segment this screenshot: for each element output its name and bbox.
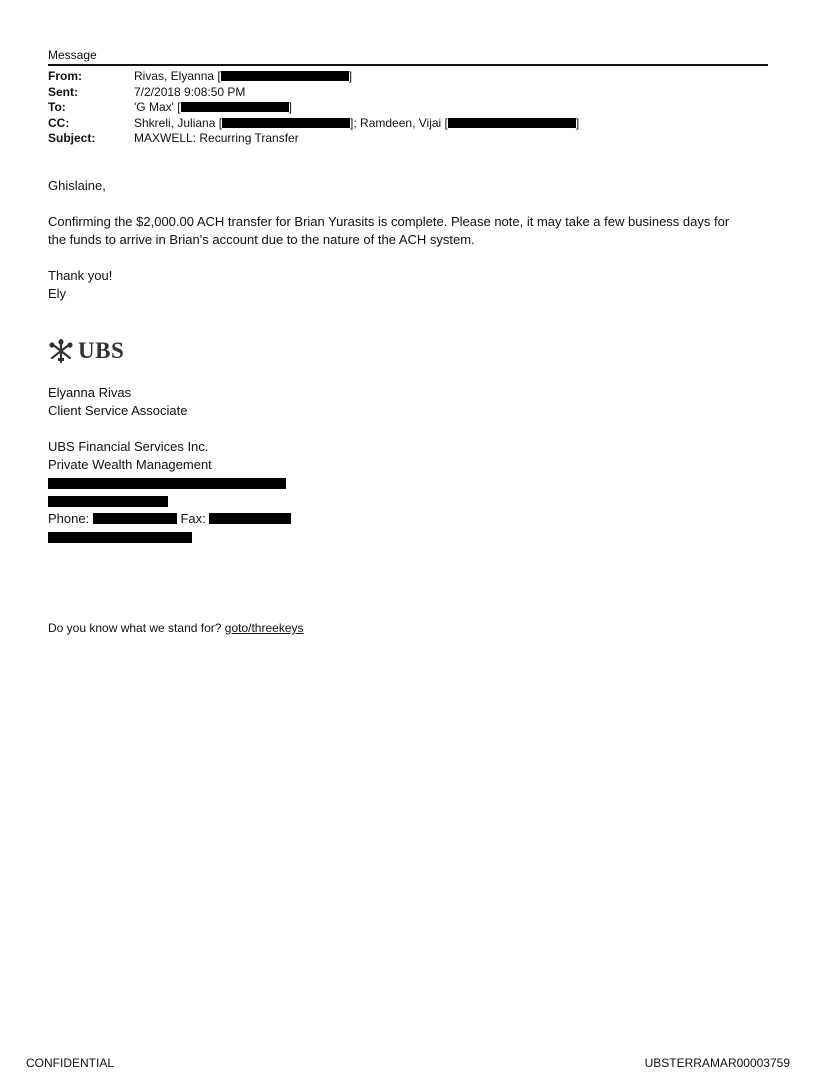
ubs-keys-icon [48, 338, 74, 364]
footer-confidential: CONFIDENTIAL [26, 1056, 115, 1070]
to-row [48, 100, 579, 116]
division-name: Private Wealth Management [48, 457, 212, 472]
redacted-address-line-2 [48, 496, 168, 507]
thanks-text: Thank you! [48, 268, 113, 283]
subject-label: Subject: [48, 131, 96, 145]
ubs-logo-text: UBS [78, 338, 125, 363]
company-name: UBS Financial Services Inc. [48, 439, 209, 454]
header-rule [48, 64, 768, 66]
body-line-1: Confirming the $2,000.00 ACH transfer for Brian Yurasits is complete. Please note, it may take a few business days for [48, 214, 730, 229]
message-label: Message [48, 48, 97, 62]
to-label: To: [48, 100, 66, 114]
cc-label: CC: [48, 115, 70, 130]
redacted-phone [93, 513, 177, 524]
ubs-logo [48, 338, 124, 364]
email-header [48, 69, 579, 147]
body-line-2: the funds to arrive in Brian's account due to the nature of the ACH system. [48, 232, 475, 247]
sent-label: Sent: [48, 84, 78, 99]
threekeys-link[interactable]: goto/threekeys [224, 621, 304, 635]
greeting: Ghislaine, [48, 178, 106, 193]
sent-row [48, 85, 579, 101]
tagline [48, 619, 768, 637]
redacted-address-line-1 [48, 478, 286, 489]
from-label: From: [48, 69, 82, 83]
closing [48, 267, 768, 303]
signoff-text: Ely [48, 286, 67, 301]
from-value: Rivas, Elyanna [ ] [134, 69, 353, 83]
subject-value: MAXWELL: Recurring Transfer [134, 131, 299, 145]
signature-title: Client Service Associate [48, 403, 188, 418]
redacted-fax [209, 513, 291, 524]
from-row [48, 69, 579, 85]
phone-label: Phone: [48, 511, 90, 526]
signature-name: Elyanna Rivas [48, 385, 132, 400]
footer-bates-number: UBSTERRAMAR00003759 [644, 1056, 790, 1070]
company-block [48, 438, 768, 474]
tagline-text: Do you know what we stand for? [48, 621, 222, 635]
signature-block [48, 384, 768, 420]
body-paragraph [48, 213, 768, 249]
cc-row [48, 116, 579, 132]
subject-row [48, 131, 579, 147]
phone-fax-line [48, 510, 768, 528]
fax-label: Fax: [180, 511, 206, 526]
sent-value: 7/2/2018 9:08:50 PM [134, 84, 246, 99]
cc-value: Shkreli, Juliana [ ]; Ramdeen, Vijai [ ] [134, 115, 580, 130]
to-value: 'G Max' [ ] [134, 100, 292, 114]
redacted-email-line [48, 532, 192, 543]
